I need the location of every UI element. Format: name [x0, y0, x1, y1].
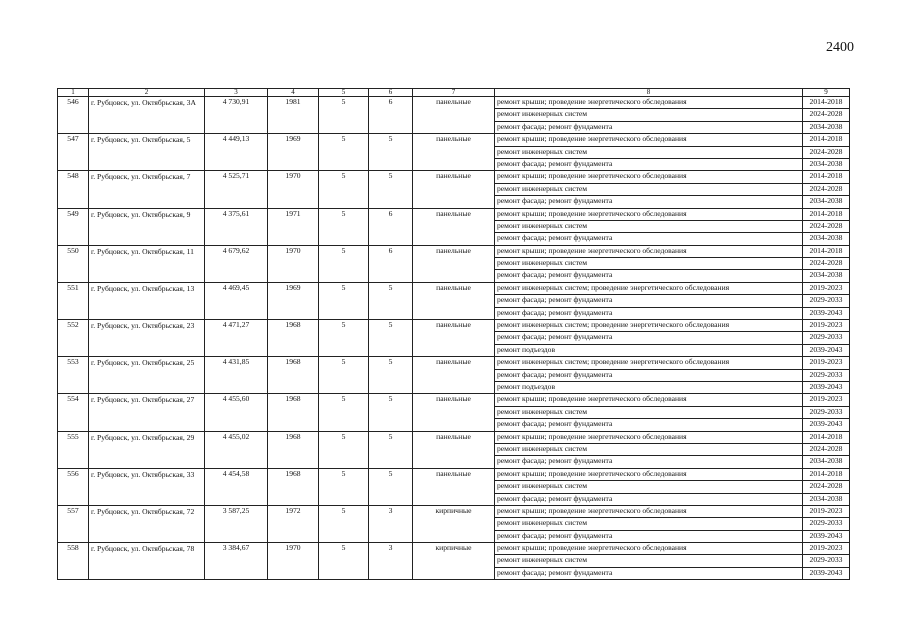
column6-cell: 5 — [369, 431, 413, 468]
address-cell: г. Рубцовск, ул. Октябрьская, 9 — [89, 208, 205, 245]
column-header-6: 6 — [369, 89, 413, 97]
work-type-cell: ремонт крыши; проведение энергетического обследования — [495, 245, 803, 257]
column-header-3: 3 — [205, 89, 268, 97]
column5-cell: 5 — [319, 171, 369, 208]
area-cell: 3 384,67 — [205, 543, 268, 580]
year-cell: 1971 — [268, 208, 319, 245]
address-cell: г. Рубцовск, ул. Октябрьская, 11 — [89, 245, 205, 282]
work-type-cell: ремонт инженерных систем — [495, 220, 803, 232]
period-cell: 2014-2018 — [803, 468, 850, 480]
address-cell: г. Рубцовск, ул. Октябрьская, 13 — [89, 282, 205, 319]
period-cell: 2014-2018 — [803, 171, 850, 183]
work-type-cell: ремонт фасада; ремонт фундамента — [495, 233, 803, 245]
row-number-cell: 549 — [58, 208, 89, 245]
period-cell: 2039-2043 — [803, 381, 850, 393]
period-cell: 2034-2038 — [803, 493, 850, 505]
column-header-7: 7 — [413, 89, 495, 97]
period-cell: 2019-2023 — [803, 357, 850, 369]
column5-cell: 5 — [319, 320, 369, 357]
period-cell: 2029-2033 — [803, 406, 850, 418]
year-cell: 1970 — [268, 171, 319, 208]
column5-cell: 5 — [319, 543, 369, 580]
work-type-cell: ремонт крыши; проведение энергетического обследования — [495, 394, 803, 406]
column6-cell: 5 — [369, 282, 413, 319]
wall-material-cell: панельные — [413, 134, 495, 171]
area-cell: 4 455,60 — [205, 394, 268, 431]
period-cell: 2039-2043 — [803, 530, 850, 542]
wall-material-cell: панельные — [413, 320, 495, 357]
period-cell: 2034-2038 — [803, 196, 850, 208]
row-number-cell: 557 — [58, 505, 89, 542]
work-type-cell: ремонт инженерных систем — [495, 555, 803, 567]
work-type-cell: ремонт подъездов — [495, 381, 803, 393]
column5-cell: 5 — [319, 394, 369, 431]
address-cell: г. Рубцовск, ул. Октябрьская, 72 — [89, 505, 205, 542]
area-cell: 4 730,91 — [205, 97, 268, 134]
table-row — [58, 282, 850, 294]
year-cell: 1970 — [268, 543, 319, 580]
table-row — [58, 171, 850, 183]
work-type-cell: ремонт фасада; ремонт фундамента — [495, 295, 803, 307]
row-number-cell: 554 — [58, 394, 89, 431]
period-cell: 2029-2033 — [803, 295, 850, 307]
period-cell: 2014-2018 — [803, 245, 850, 257]
table-row — [58, 357, 850, 369]
period-cell: 2024-2028 — [803, 109, 850, 121]
table-row — [58, 543, 850, 555]
area-cell: 4 679,62 — [205, 245, 268, 282]
column-header-8: 8 — [495, 89, 803, 97]
work-type-cell: ремонт крыши; проведение энергетического обследования — [495, 431, 803, 443]
area-cell: 4 431,85 — [205, 357, 268, 394]
column6-cell: 5 — [369, 134, 413, 171]
wall-material-cell: панельные — [413, 468, 495, 505]
table-row — [58, 245, 850, 257]
work-type-cell: ремонт фасада; ремонт фундамента — [495, 419, 803, 431]
area-cell: 4 449,13 — [205, 134, 268, 171]
table-row — [58, 320, 850, 332]
year-cell: 1968 — [268, 394, 319, 431]
work-type-cell: ремонт крыши; проведение энергетического обследования — [495, 543, 803, 555]
area-cell: 4 469,45 — [205, 282, 268, 319]
period-cell: 2039-2043 — [803, 419, 850, 431]
year-cell: 1969 — [268, 282, 319, 319]
wall-material-cell: панельные — [413, 245, 495, 282]
work-type-cell: ремонт фасада; ремонт фундамента — [495, 567, 803, 579]
table-row — [58, 394, 850, 406]
period-cell: 2034-2038 — [803, 233, 850, 245]
column5-cell: 5 — [319, 505, 369, 542]
period-cell: 2014-2018 — [803, 208, 850, 220]
column6-cell: 5 — [369, 357, 413, 394]
column-header-1: 1 — [58, 89, 89, 97]
table-row — [58, 97, 850, 109]
column5-cell: 5 — [319, 208, 369, 245]
work-type-cell: ремонт фасада; ремонт фундамента — [495, 369, 803, 381]
column6-cell: 5 — [369, 320, 413, 357]
period-cell: 2029-2033 — [803, 332, 850, 344]
work-type-cell: ремонт инженерных систем; проведение энергетического обследования — [495, 282, 803, 294]
row-number-cell: 551 — [58, 282, 89, 319]
address-cell: г. Рубцовск, ул. Октябрьская, 33 — [89, 468, 205, 505]
area-cell: 3 587,25 — [205, 505, 268, 542]
period-cell: 2034-2038 — [803, 158, 850, 170]
period-cell: 2014-2018 — [803, 134, 850, 146]
wall-material-cell: панельные — [413, 357, 495, 394]
work-type-cell: ремонт крыши; проведение энергетического обследования — [495, 171, 803, 183]
row-number-cell: 547 — [58, 134, 89, 171]
column5-cell: 5 — [319, 468, 369, 505]
column-header-2: 2 — [89, 89, 205, 97]
address-cell: г. Рубцовск, ул. Октябрьская, 7 — [89, 171, 205, 208]
table-row — [58, 208, 850, 220]
area-cell: 4 375,61 — [205, 208, 268, 245]
work-type-cell: ремонт инженерных систем; проведение энергетического обследования — [495, 320, 803, 332]
area-cell: 4 471,27 — [205, 320, 268, 357]
table-body — [58, 97, 850, 580]
column6-cell: 6 — [369, 208, 413, 245]
work-type-cell: ремонт инженерных систем — [495, 406, 803, 418]
table-row — [58, 468, 850, 480]
work-type-cell: ремонт фасада; ремонт фундамента — [495, 196, 803, 208]
period-cell: 2019-2023 — [803, 543, 850, 555]
row-number-cell: 556 — [58, 468, 89, 505]
table-row — [58, 134, 850, 146]
period-cell: 2019-2023 — [803, 505, 850, 517]
row-number-cell: 558 — [58, 543, 89, 580]
column-header-9: 9 — [803, 89, 850, 97]
period-cell: 2019-2023 — [803, 394, 850, 406]
wall-material-cell: кирпичные — [413, 543, 495, 580]
period-cell: 2034-2038 — [803, 270, 850, 282]
work-type-cell: ремонт крыши; проведение энергетического обследования — [495, 468, 803, 480]
work-type-cell: ремонт фасада; ремонт фундамента — [495, 530, 803, 542]
address-cell: г. Рубцовск, ул. Октябрьская, 29 — [89, 431, 205, 468]
period-cell: 2024-2028 — [803, 146, 850, 158]
row-number-cell: 548 — [58, 171, 89, 208]
period-cell: 2039-2043 — [803, 307, 850, 319]
address-cell: г. Рубцовск, ул. Октябрьская, 5 — [89, 134, 205, 171]
period-cell: 2014-2018 — [803, 431, 850, 443]
area-cell: 4 525,71 — [205, 171, 268, 208]
work-type-cell: ремонт фасада; ремонт фундамента — [495, 307, 803, 319]
work-type-cell: ремонт фасада; ремонт фундамента — [495, 270, 803, 282]
period-cell: 2029-2033 — [803, 555, 850, 567]
column-header-4: 4 — [268, 89, 319, 97]
year-cell: 1969 — [268, 134, 319, 171]
year-cell: 1968 — [268, 320, 319, 357]
period-cell: 2039-2043 — [803, 344, 850, 356]
work-type-cell: ремонт фасада; ремонт фундамента — [495, 158, 803, 170]
column-header-5: 5 — [319, 89, 369, 97]
wall-material-cell: панельные — [413, 171, 495, 208]
period-cell: 2024-2028 — [803, 443, 850, 455]
period-cell: 2014-2018 — [803, 97, 850, 109]
period-cell: 2019-2023 — [803, 320, 850, 332]
wall-material-cell: кирпичные — [413, 505, 495, 542]
period-cell: 2034-2038 — [803, 121, 850, 133]
address-cell: г. Рубцовск, ул. Октябрьская, 3А — [89, 97, 205, 134]
work-type-cell: ремонт фасада; ремонт фундамента — [495, 493, 803, 505]
work-type-cell: ремонт крыши; проведение энергетического обследования — [495, 97, 803, 109]
work-type-cell: ремонт фасада; ремонт фундамента — [495, 332, 803, 344]
column5-cell: 5 — [319, 357, 369, 394]
row-number-cell: 553 — [58, 357, 89, 394]
work-type-cell: ремонт подъездов — [495, 344, 803, 356]
column5-cell: 5 — [319, 134, 369, 171]
period-cell: 2024-2028 — [803, 183, 850, 195]
work-type-cell: ремонт инженерных систем — [495, 109, 803, 121]
period-cell: 2024-2028 — [803, 481, 850, 493]
housing-repair-table — [57, 88, 850, 580]
year-cell: 1972 — [268, 505, 319, 542]
page-number: 2400 — [826, 40, 854, 55]
period-cell: 2029-2033 — [803, 369, 850, 381]
work-type-cell: ремонт инженерных систем — [495, 481, 803, 493]
work-type-cell: ремонт инженерных систем — [495, 146, 803, 158]
column6-cell: 3 — [369, 543, 413, 580]
work-type-cell: ремонт крыши; проведение энергетического обследования — [495, 208, 803, 220]
area-cell: 4 454,58 — [205, 468, 268, 505]
header-row — [58, 89, 850, 97]
wall-material-cell: панельные — [413, 431, 495, 468]
work-type-cell: ремонт инженерных систем — [495, 183, 803, 195]
address-cell: г. Рубцовск, ул. Октябрьская, 25 — [89, 357, 205, 394]
address-cell: г. Рубцовск, ул. Октябрьская, 23 — [89, 320, 205, 357]
column5-cell: 5 — [319, 431, 369, 468]
column6-cell: 5 — [369, 394, 413, 431]
year-cell: 1970 — [268, 245, 319, 282]
work-type-cell: ремонт инженерных систем — [495, 258, 803, 270]
row-number-cell: 555 — [58, 431, 89, 468]
address-cell: г. Рубцовск, ул. Октябрьская, 27 — [89, 394, 205, 431]
row-number-cell: 552 — [58, 320, 89, 357]
year-cell: 1968 — [268, 468, 319, 505]
column5-cell: 5 — [319, 282, 369, 319]
table-row — [58, 505, 850, 517]
table-row — [58, 431, 850, 443]
period-cell: 2019-2023 — [803, 282, 850, 294]
period-cell: 2024-2028 — [803, 258, 850, 270]
column6-cell: 6 — [369, 245, 413, 282]
period-cell: 2024-2028 — [803, 220, 850, 232]
wall-material-cell: панельные — [413, 97, 495, 134]
column5-cell: 5 — [319, 97, 369, 134]
work-type-cell: ремонт инженерных систем — [495, 518, 803, 530]
year-cell: 1981 — [268, 97, 319, 134]
wall-material-cell: панельные — [413, 394, 495, 431]
year-cell: 1968 — [268, 357, 319, 394]
period-cell: 2029-2033 — [803, 518, 850, 530]
column6-cell: 5 — [369, 468, 413, 505]
address-cell: г. Рубцовск, ул. Октябрьская, 78 — [89, 543, 205, 580]
row-number-cell: 546 — [58, 97, 89, 134]
work-type-cell: ремонт инженерных систем — [495, 443, 803, 455]
column6-cell: 6 — [369, 97, 413, 134]
period-cell: 2039-2043 — [803, 567, 850, 579]
column6-cell: 5 — [369, 171, 413, 208]
column6-cell: 3 — [369, 505, 413, 542]
row-number-cell: 550 — [58, 245, 89, 282]
column5-cell: 5 — [319, 245, 369, 282]
wall-material-cell: панельные — [413, 282, 495, 319]
work-type-cell: ремонт фасада; ремонт фундамента — [495, 456, 803, 468]
work-type-cell: ремонт крыши; проведение энергетического обследования — [495, 505, 803, 517]
year-cell: 1968 — [268, 431, 319, 468]
wall-material-cell: панельные — [413, 208, 495, 245]
work-type-cell: ремонт фасада; ремонт фундамента — [495, 121, 803, 133]
work-type-cell: ремонт крыши; проведение энергетического обследования — [495, 134, 803, 146]
period-cell: 2034-2038 — [803, 456, 850, 468]
work-type-cell: ремонт инженерных систем; проведение энергетического обследования — [495, 357, 803, 369]
area-cell: 4 455,02 — [205, 431, 268, 468]
